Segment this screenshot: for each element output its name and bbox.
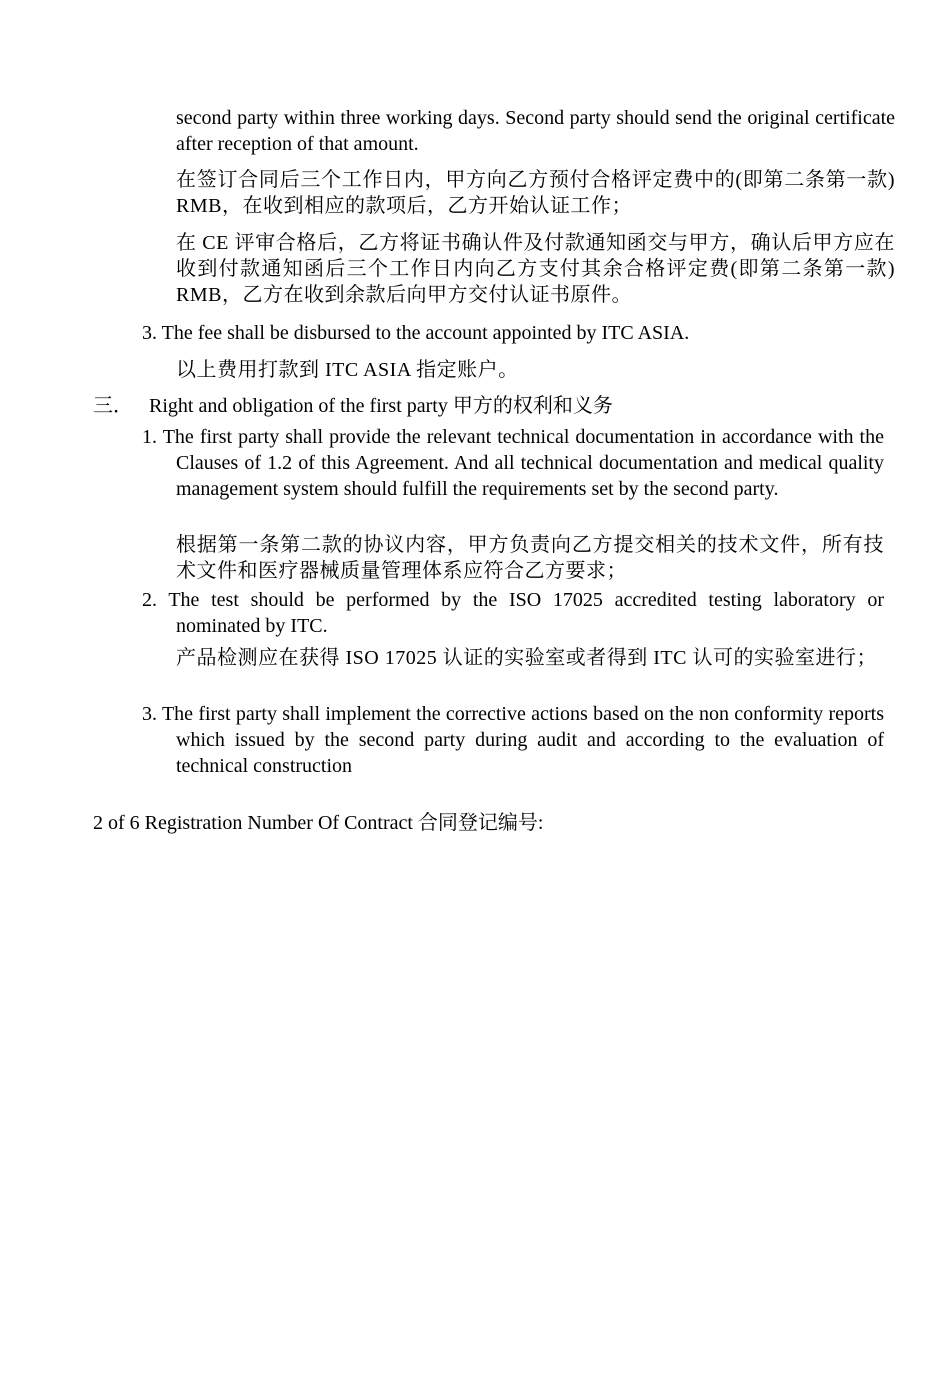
section-heading: Right and obligation of the first party 甲方的权利和义务: [149, 395, 613, 417]
item-fee-account-zh: 以上费用打款到 ITC ASIA 指定账户。: [176, 359, 519, 381]
paragraph-final-payment-zh: 在 CE 评审合格后，乙方将证书确认件及付款通知函交与甲方，确认后甲方应在收到付款通知函后三个工作日内向乙方支付其余合格评定费(即第二条第一款) RMB，乙方在收到余款后向甲方交付认证书原件。: [176, 232, 895, 306]
obligation-item-2-en: 2. The test should be performed by the ISO 17025 accredited testing laboratory or nominated by ITC.: [142, 589, 884, 637]
obligation-item-2-zh: 产品检测应在获得 ISO 17025 认证的实验室或者得到 ITC 认可的实验室进行；: [176, 647, 877, 669]
obligation-item-1-zh: 根据第一条第二款的协议内容，甲方负责向乙方提交相关的技术文件，所有技术文件和医疗器械质量管理体系应符合乙方要求；: [176, 534, 884, 582]
paragraph-payment-terms-en: second party within three working days. Second party should send the original certificate after reception of that amount.: [176, 107, 895, 155]
obligation-item-1-en: 1. The first party shall provide the relevant technical documentation in accordance with the Clauses of 1.2 of this Agreement. And all technical documentation and medical quality management system should fulfill the requirements set by the second party.: [142, 426, 884, 500]
obligation-item-3-en: 3. The first party shall implement the corrective actions based on the non conformity reports which issued by the second party during audit and according to the evaluation of technical construction: [142, 703, 884, 777]
item-fee-account-en: 3. The fee shall be disbursed to the account appointed by ITC ASIA.: [142, 322, 690, 344]
paragraph-advance-payment-zh: 在签订合同后三个工作日内，甲方向乙方预付合格评定费中的(即第二条第一款) RMB，在收到相应的款项后，乙方开始认证工作；: [176, 169, 895, 217]
page-footer: 2 of 6 Registration Number Of Contract 合同登记编号:: [93, 812, 544, 834]
section-number: 三．: [93, 395, 133, 417]
